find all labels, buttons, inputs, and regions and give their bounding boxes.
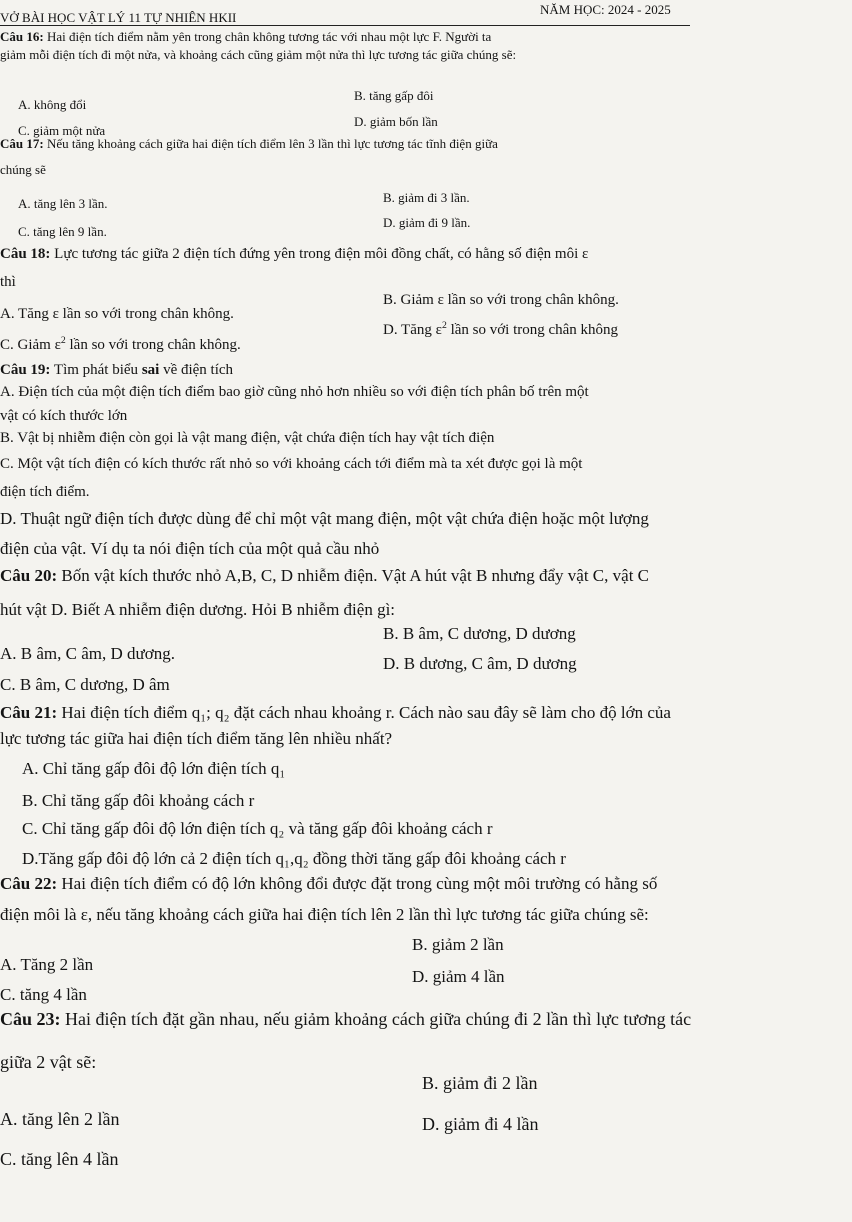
q16-text1: Hai điện tích điểm nằm yên trong chân không tương tác với nhau một lực F. Người ta: [46, 29, 492, 44]
q22-option-d: D. giảm 4 lần: [412, 967, 505, 986]
q19-line1: [0, 362, 233, 379]
q20-option-d: D. B dương, C âm, D dương: [383, 654, 577, 673]
q23-label: Câu 23:: [0, 1009, 61, 1029]
q18-option-b: B. Giảm ε lần so với trong chân không.: [383, 292, 619, 308]
q22-text1: Hai điện tích điểm có độ lớn không đổi được đặt trong cùng một môi trường có hằng số: [61, 874, 658, 893]
q23-option-c: C. tăng lên 4 lần: [0, 1149, 119, 1169]
q22-option-c: C. tăng 4 lần: [0, 985, 87, 1004]
q20-label: Câu 20:: [0, 566, 58, 585]
q18-option-d: [383, 321, 618, 339]
q18-label: Câu 18:: [0, 246, 51, 262]
q19-option-d-line2: điện của vật. Ví dụ ta nói điện tích của một quả cầu nhỏ: [0, 539, 380, 558]
q23-option-b: B. giảm đi 2 lần: [422, 1073, 538, 1093]
q23-text1: Hai điện tích đặt gần nhau, nếu giảm khoảng cách giữa chúng đi 2 lần thì lực tương tác: [65, 1009, 692, 1029]
q19-label: Câu 19:: [0, 362, 51, 378]
q17-option-c: C. tăng lên 9 lần.: [18, 224, 107, 239]
q20-option-a: A. B âm, C âm, D dương.: [0, 644, 175, 663]
q22-label: Câu 22:: [0, 874, 58, 893]
q17-option-a: A. tăng lên 3 lần.: [18, 196, 108, 211]
q16-line1: [0, 30, 491, 44]
q22-option-b: B. giảm 2 lần: [412, 935, 504, 954]
q19-option-d-line1: D. Thuật ngữ điện tích được dùng để chỉ một vật mang điện, một vật chứa điện hoặc một lượng: [0, 509, 649, 528]
q23-text2: giữa 2 vật sẽ:: [0, 1052, 97, 1072]
q17-text1: Nếu tăng khoảng cách giữa hai điện tích điểm lên 3 lần thì lực tương tác tĩnh điện giữa: [46, 136, 498, 151]
q20-option-c: C. B âm, C dương, D âm: [0, 675, 170, 694]
q18-line1: [0, 246, 588, 263]
q19-text-post: về điện tích: [159, 362, 234, 378]
q19-option-c-line2: điện tích điểm.: [0, 484, 90, 500]
q16-text2: giảm mỗi điện tích đi một nửa, và khoảng cách cũng giảm một nửa thì lực tương tác giữa chúng sẽ:: [0, 47, 517, 62]
q17-label: Câu 17:: [0, 136, 44, 151]
q18-option-d-post: lần so với trong chân không: [446, 322, 619, 338]
q23-option-d: D. giảm đi 4 lần: [422, 1114, 539, 1134]
q17-line1: [0, 137, 498, 151]
q21-label: Câu 21:: [0, 703, 58, 722]
q22-text2: điện môi là ε, nếu tăng khoảng cách giữa hai điện tích lên 2 lần thì lực tương tác giữa chúng sẽ:: [0, 905, 649, 924]
q21-option-d: D.Tăng gấp đôi độ lớn cả 2 điện tích q₁,q₂ đồng thời tăng gấp đôi khoảng cách r: [22, 849, 566, 868]
q19-text-bold: sai: [141, 362, 160, 378]
q18-text1: Lực tương tác giữa 2 điện tích đứng yên trong điện môi đồng chất, có hằng số điện môi ε: [54, 246, 589, 262]
q18-text2: thì: [0, 274, 16, 290]
q20-text1: Bốn vật kích thước nhỏ A,B, C, D nhiễm điện. Vật A hút vật B nhưng đẩy vật C, vật C: [61, 566, 650, 585]
q18-option-c-pre: C. Giảm ε: [0, 337, 61, 353]
q20-text2: hút vật D. Biết A nhiễm điện dương. Hỏi B nhiễm điện gì:: [0, 600, 396, 619]
header-left: VỞ BÀI HỌC VẬT LÝ 11 TỰ NHIÊN HKII: [0, 10, 237, 25]
q20-line1: [0, 567, 649, 586]
q18-option-c-sup: 2: [60, 335, 66, 346]
q16-option-c: C. giảm một nửa: [18, 123, 106, 138]
q21-text2: lực tương tác giữa hai điện tích điểm tăng lên nhiều nhất?: [0, 729, 393, 748]
q23-option-a: A. tăng lên 2 lần: [0, 1109, 120, 1129]
header-right: NĂM HỌC: 2024 - 2025: [540, 2, 671, 17]
q21-line1: [0, 704, 671, 723]
q19-option-b: B. Vật bị nhiễm điện còn gọi là vật mang điện, vật chứa điện tích hay vật tích điện: [0, 430, 495, 446]
q22-option-a: A. Tăng 2 lần: [0, 955, 94, 974]
q21-option-b: B. Chỉ tăng gấp đôi khoảng cách r: [22, 791, 255, 810]
header-rule: [0, 25, 690, 26]
q21-text1: Hai điện tích điểm q₁; q₂ đặt cách nhau khoảng r. Cách nào sau đây sẽ làm cho độ lớn của: [61, 703, 671, 722]
q21-option-a: A. Chỉ tăng gấp đôi độ lớn điện tích q₁: [22, 759, 286, 778]
q17-option-b: B. giảm đi 3 lần.: [383, 190, 470, 205]
q18-option-d-pre: D. Tăng ε: [383, 322, 442, 338]
q19-option-a-line2: vật có kích thước lớn: [0, 408, 128, 424]
q16-option-d: D. giảm bốn lần: [354, 114, 438, 129]
q19-text-pre: Tìm phát biểu: [53, 362, 142, 378]
q17-text2: chúng sẽ: [0, 162, 46, 177]
q21-option-c: C. Chỉ tăng gấp đôi độ lớn điện tích q₂ và tăng gấp đôi khoảng cách r: [22, 819, 493, 838]
q23-line1: [0, 1010, 691, 1030]
q16-label: Câu 16:: [0, 29, 44, 44]
q19-option-a-line1: A. Điện tích của một điện tích điểm bao giờ cũng nhỏ hơn nhiều so với điện tích phân bố trên một: [0, 384, 589, 400]
q16-option-a: A. không đổi: [18, 97, 87, 112]
q18-option-c-post: lần so với trong chân không.: [65, 337, 241, 353]
q20-option-b: B. B âm, C dương, D dương: [383, 624, 576, 643]
q19-option-c-line1: C. Một vật tích điện có kích thước rất nhỏ so với khoảng cách tới điểm mà ta xét được gọi là một: [0, 456, 583, 472]
q22-line1: [0, 875, 657, 894]
q18-option-c: [0, 336, 241, 354]
q18-option-d-sup: 2: [441, 320, 447, 331]
q16-option-b: B. tăng gấp đôi: [354, 88, 434, 103]
q17-option-d: D. giảm đi 9 lần.: [383, 215, 471, 230]
q18-option-a: A. Tăng ε lần so với trong chân không.: [0, 306, 234, 322]
